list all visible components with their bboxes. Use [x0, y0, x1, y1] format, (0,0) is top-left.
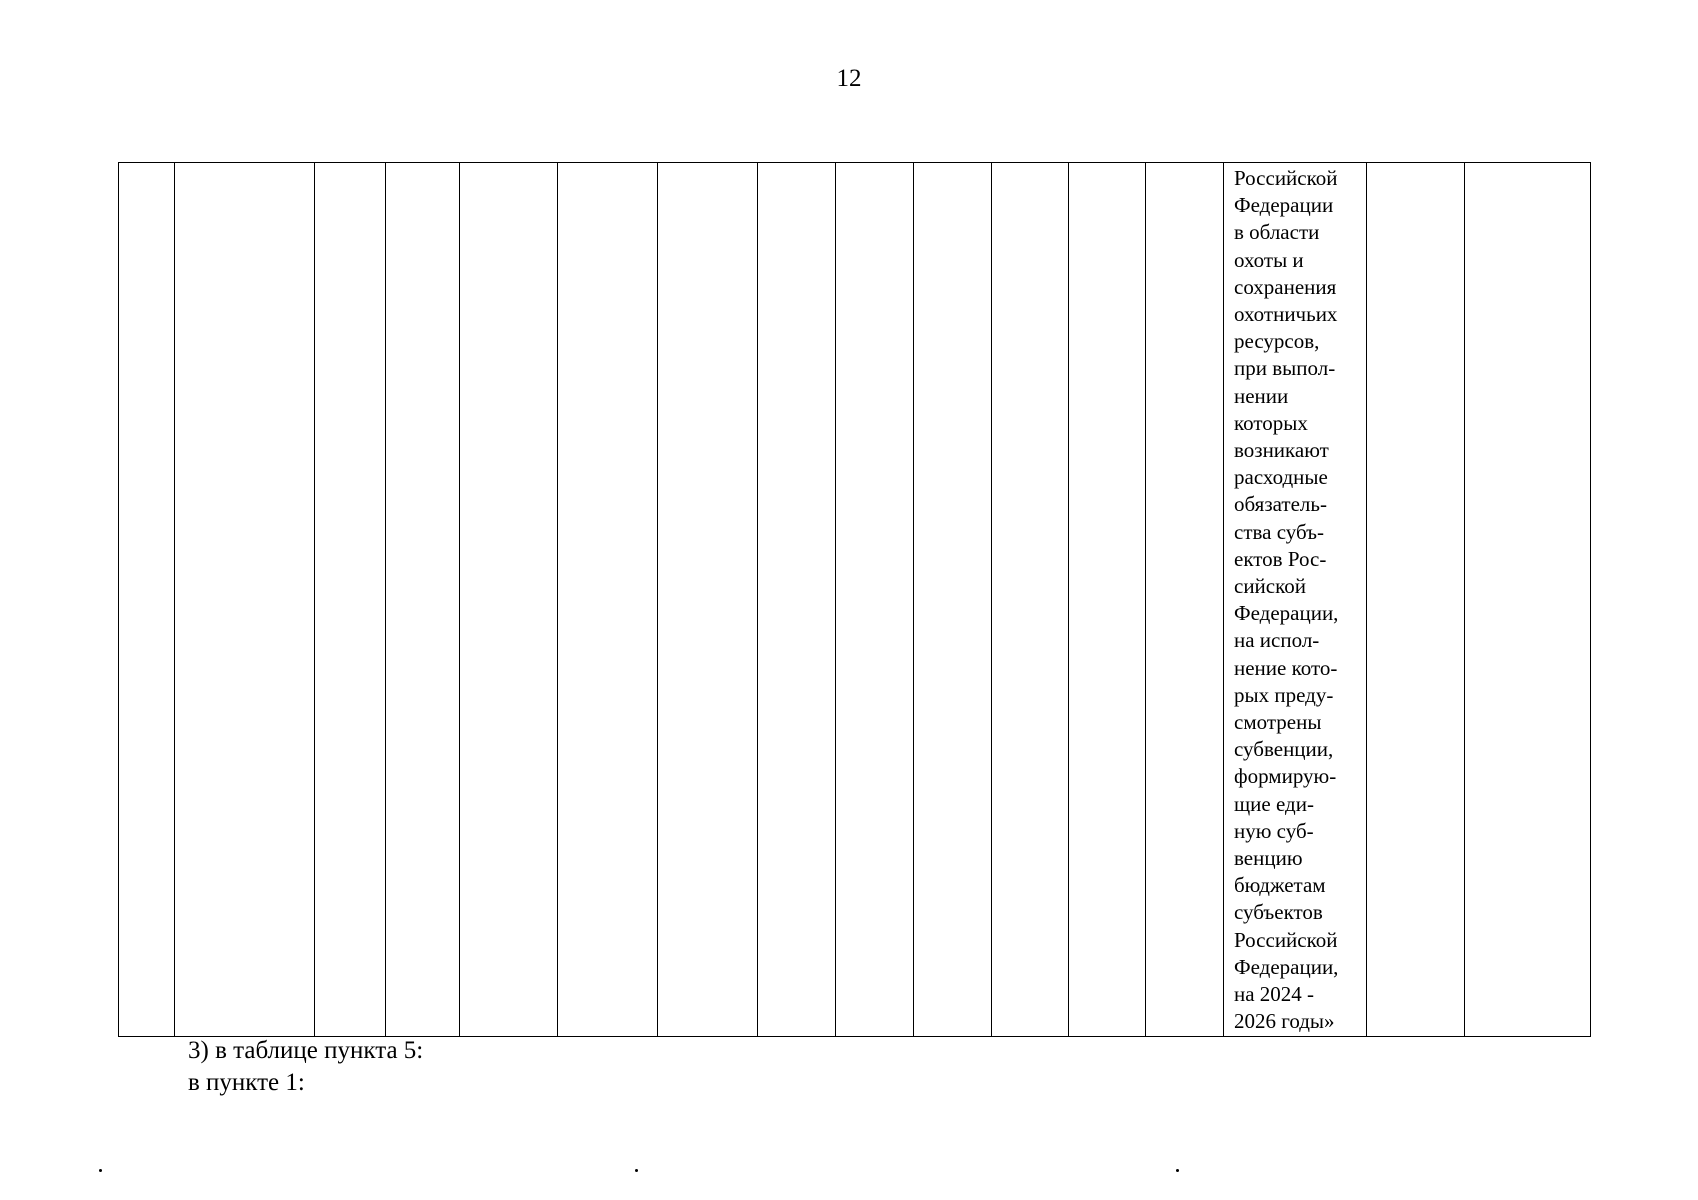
table-row: [119, 163, 1591, 1037]
cell-line: ства субъ-: [1234, 519, 1324, 544]
cell-line: сийской: [1234, 574, 1306, 599]
table-cell: [386, 163, 460, 1037]
cell-line: обязатель-: [1234, 492, 1327, 517]
cell-line: венцию: [1234, 846, 1303, 871]
cell-line: возникают: [1234, 438, 1329, 463]
cell-line: Российской: [1234, 166, 1338, 190]
cell-line: субвенции,: [1234, 737, 1334, 762]
cell-line: охотничьих: [1234, 302, 1338, 327]
cell-line: Российской: [1234, 927, 1338, 952]
cell-line: смотрены: [1234, 710, 1322, 735]
table-text-cell: [1224, 163, 1367, 1037]
table-cell: [119, 163, 175, 1037]
cell-line: ресурсов,: [1234, 329, 1320, 354]
table-cell: [558, 163, 658, 1037]
table-cell: [175, 163, 315, 1037]
cell-line: на испол-: [1234, 628, 1320, 653]
table-cell: [315, 163, 386, 1037]
cell-line: охоты и: [1234, 247, 1304, 272]
table-cell: [658, 163, 758, 1037]
table-cell: [1465, 163, 1591, 1037]
table-cell: [1146, 163, 1224, 1037]
table-cell: [914, 163, 992, 1037]
cell-line: в области: [1234, 220, 1320, 245]
scan-speck: [99, 1169, 102, 1172]
page-number: 12: [836, 65, 862, 92]
cell-line: которых: [1234, 410, 1308, 435]
paragraph: 3) в таблице пункта 5:: [188, 1037, 424, 1064]
cell-line: при выпол-: [1234, 356, 1336, 381]
cell-line: рых преду-: [1234, 682, 1334, 707]
table-cell: [992, 163, 1069, 1037]
cell-line: ную суб-: [1234, 818, 1314, 843]
cell-line: формирую-: [1234, 764, 1337, 789]
cell-line: ектов Рос-: [1234, 546, 1327, 571]
paragraph: в пункте 1:: [188, 1069, 305, 1096]
cell-line: расходные: [1234, 465, 1328, 490]
continuation-table: [118, 162, 1591, 1037]
cell-line: сохранения: [1234, 274, 1337, 299]
cell-line: на 2024 -: [1234, 982, 1315, 1007]
table-cell: [836, 163, 914, 1037]
table-cell: [1367, 163, 1465, 1037]
table-cell: [758, 163, 836, 1037]
cell-line: бюджетам: [1234, 873, 1326, 898]
scan-speck: [1176, 1169, 1179, 1172]
cell-line: Федерации,: [1234, 954, 1339, 979]
cell-line: субъектов: [1234, 900, 1323, 925]
cell-line: 2026 годы»: [1234, 1009, 1335, 1034]
cell-line: нении: [1234, 383, 1289, 408]
scan-speck: [635, 1169, 638, 1172]
table-cell: [1069, 163, 1146, 1037]
cell-line: нение кото-: [1234, 655, 1338, 680]
table-cell: [460, 163, 558, 1037]
cell-line: Федерации: [1234, 193, 1334, 218]
cell-line: Федерации,: [1234, 601, 1339, 626]
cell-line: щие еди-: [1234, 791, 1314, 816]
